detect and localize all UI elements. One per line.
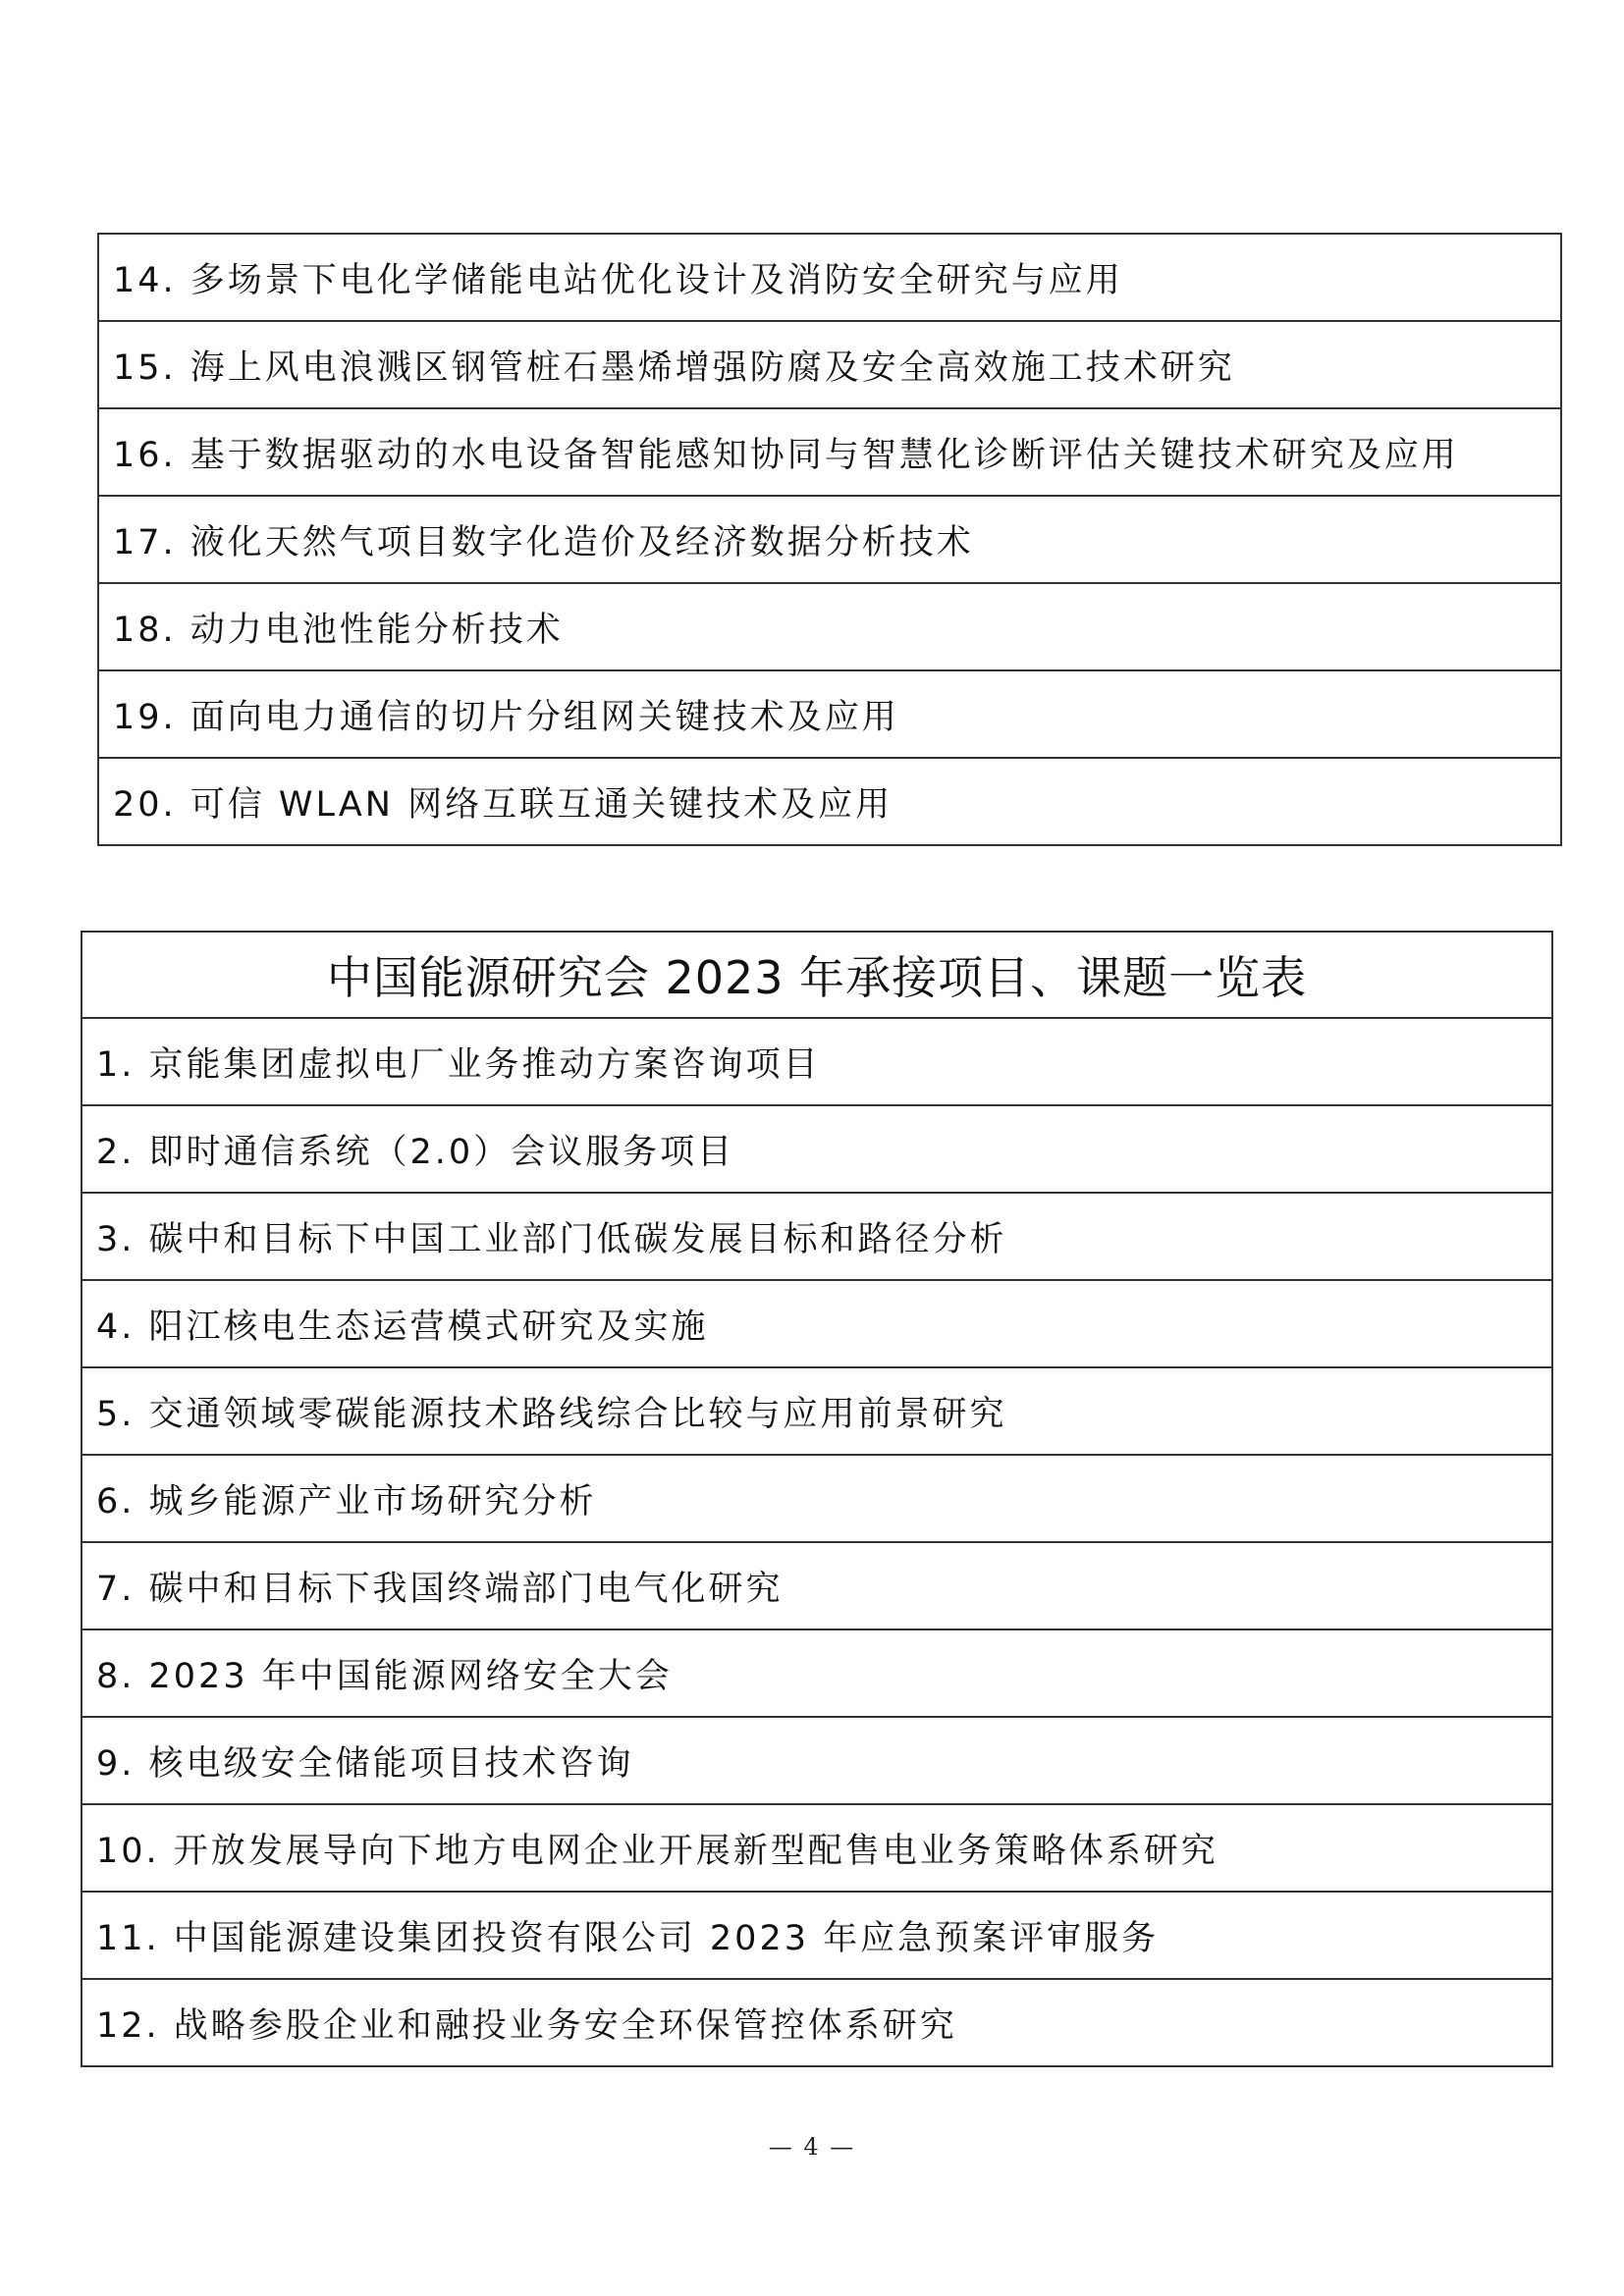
table-cell: 2. 即时通信系统（2.0）会议服务项目 [81,1105,1552,1193]
table-cell: 4. 阳江核电生态运营模式研究及实施 [81,1280,1552,1367]
table-cell: 16. 基于数据驱动的水电设备智能感知协同与智慧化诊断评估关键技术研究及应用 [98,408,1561,496]
page-number: — 4 — [768,2133,856,2161]
table-row [81,1105,1552,1193]
table-cell: 5. 交通领域零碳能源技术路线综合比较与应用前景研究 [81,1367,1552,1455]
table-row [98,583,1561,670]
table-cell: 18. 动力电池性能分析技术 [98,583,1561,670]
table-title: 中国能源研究会 2023 年承接项目、课题一览表 [81,932,1552,1018]
table-row [98,758,1561,845]
table-row [81,1979,1552,2066]
table-cell: 1. 京能集团虚拟电厂业务推动方案咨询项目 [81,1018,1552,1105]
table-cell: 19. 面向电力通信的切片分组网关键技术及应用 [98,670,1561,758]
table-title-row [81,932,1552,1018]
continued-project-table [97,233,1562,846]
table-cell: 6. 城乡能源产业市场研究分析 [81,1455,1552,1542]
table-cell: 12. 战略参股企业和融投业务安全环保管控体系研究 [81,1979,1552,2066]
table-row [81,1280,1552,1367]
table-row [81,1367,1552,1455]
table-cell: 14. 多场景下电化学储能电站优化设计及消防安全研究与应用 [98,234,1561,321]
table-row [81,1717,1552,1804]
table-row [81,1018,1552,1105]
table-cell: 10. 开放发展导向下地方电网企业开展新型配售电业务策略体系研究 [81,1804,1552,1892]
table-cell: 9. 核电级安全储能项目技术咨询 [81,1717,1552,1804]
table-row [98,234,1561,321]
table-cell: 7. 碳中和目标下我国终端部门电气化研究 [81,1542,1552,1629]
table-cell: 17. 液化天然气项目数字化造价及经济数据分析技术 [98,496,1561,583]
table-cell: 3. 碳中和目标下中国工业部门低碳发展目标和路径分析 [81,1193,1552,1280]
table-row [81,1542,1552,1629]
table-row [81,1193,1552,1280]
table-cell: 20. 可信 WLAN 网络互联互通关键技术及应用 [98,758,1561,845]
table-cell: 11. 中国能源建设集团投资有限公司 2023 年应急预案评审服务 [81,1892,1552,1979]
table-cell: 15. 海上风电浪溅区钢管桩石墨烯增强防腐及安全高效施工技术研究 [98,321,1561,408]
table-row [81,1455,1552,1542]
table-row [98,321,1561,408]
table-row [98,670,1561,758]
table-row [81,1892,1552,1979]
undertaken-projects-table [81,931,1553,2067]
table-row [98,408,1561,496]
table-cell: 8. 2023 年中国能源网络安全大会 [81,1629,1552,1717]
table-row [81,1629,1552,1717]
table-row [98,496,1561,583]
table-row [81,1804,1552,1892]
